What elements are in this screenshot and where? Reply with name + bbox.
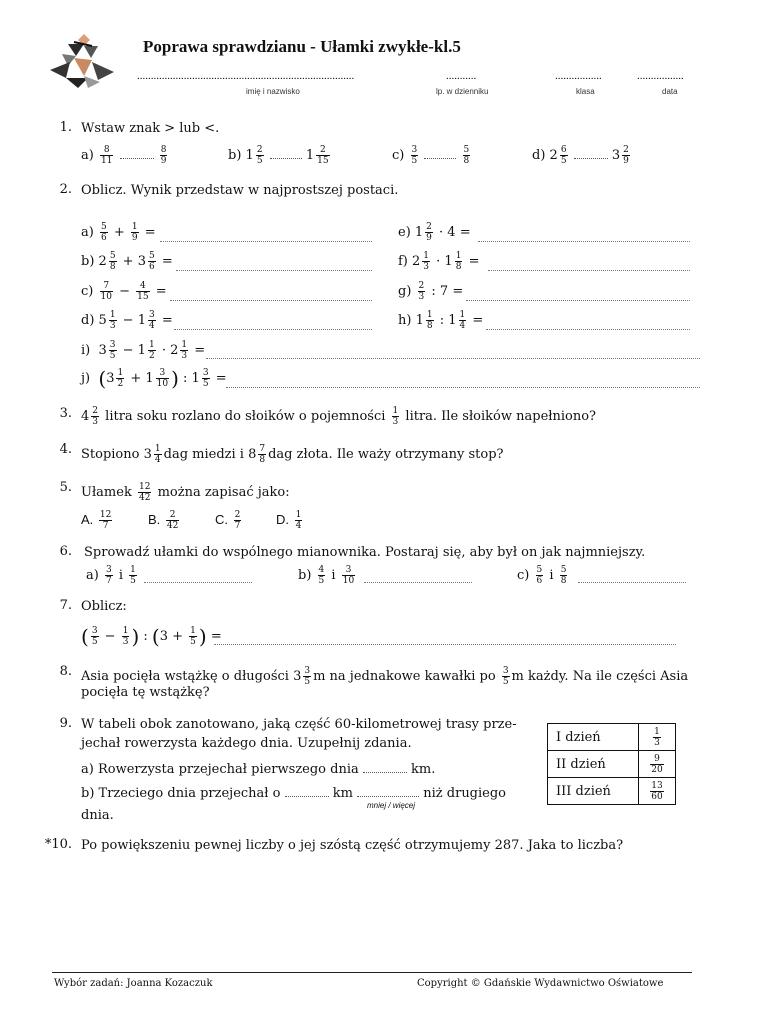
q9-table [547,723,676,805]
q2-text: Oblicz. Wynik przedstaw w najprostszej postaci. [81,183,399,198]
class-field-label: klasa [576,87,595,96]
q2-item-e: e) 1 $\frac{2}{9}$ · 4 = [398,222,471,243]
q5-number: 5. [59,480,72,495]
q2-item-a: a) $\frac{5}{6}$ + $\frac{1}{9}$ = [81,222,156,243]
q1d-answer[interactable] [574,154,608,159]
q3-text: 4 $\frac{2}{3}$ litra soku rozlano do słoików o pojemności $\frac{1}{3}$ litra. Ile słoików napełniono? [81,406,597,427]
footer-copyright: Copyright © Gdańskie Wydawnictwo Oświatowe [417,978,664,989]
register-number-line[interactable]: ........... [446,70,477,82]
register-number-label: lp. w dzienniku [436,87,489,96]
table-row: III dzień $\frac{13}{60}$ [548,778,676,805]
q6b-answer-line[interactable] [364,581,472,583]
q10-number: *10. [44,837,72,852]
q2d-answer-line[interactable] [174,328,372,330]
q6-item-a: a) $\frac{3}{7}$ i $\frac{1}{5}$ [86,565,136,586]
q6c-answer-line[interactable] [578,581,686,583]
q8-number: 8. [59,664,72,679]
q5-option-b[interactable]: B. $\frac{2}{42}$ [148,510,179,531]
q2h-answer-line[interactable] [486,328,690,330]
q5-text: Ułamek $\frac{12}{42}$ można zapisać jako: [81,482,290,503]
q9-text-line1: W tabeli obok zanotowano, jaką część 60-kilometrowej trasy prze- [81,717,517,732]
q1b-answer[interactable] [270,154,302,159]
q2b-answer-line[interactable] [176,269,372,271]
q9b-text: b) Trzeciego dnia przejechał o km niż drugiego [81,786,507,801]
date-field-line[interactable]: ................. [637,70,684,82]
q6-text: Sprowadź ułamki do wspólnego mianownika. Postaraj się, aby był on jak najmniejszy. [84,545,646,560]
q2i-answer-line[interactable] [206,357,700,359]
publisher-logo [48,32,118,90]
q6a-answer-line[interactable] [144,581,252,583]
q8-text: Asia pocięła wstążkę o długości 3 $\frac{3}{5}$ m na jednakowe kawałki po $\frac{3}{5}$ m każdy. Na ile części Asia [81,666,689,687]
q9b-more-less-answer[interactable] [357,792,419,797]
q7-expression: ( $\frac{3}{5}$ − $\frac{1}{3}$ ) : (3 + $\frac{1}{5}$ ) = [81,624,222,649]
q1-item-d: d) 2 $\frac{6}{5}$ 3 $\frac{2}{9}$ [532,145,629,166]
name-field-label: imię i nazwisko [246,87,300,96]
q2e-answer-line[interactable] [478,240,690,242]
q8-text-line2: pocięła tę wstążkę? [81,685,210,700]
table-row: II dzień $\frac{9}{20}$ [548,751,676,778]
date-field-label: data [662,87,678,96]
name-field-line[interactable]: ............................................................................... [137,70,355,82]
q6-item-b: b) $\frac{4}{5}$ i $\frac{3}{10}$ [298,565,355,586]
q2-item-j: j) (3 $\frac{1}{2}$ + 1 $\frac{3}{10}$ ) : 1 $\frac{3}{5}$ = [81,366,227,391]
q4-text: Stopiono 3 $\frac{1}{4}$ dag miedzi i 8 $\frac{7}{8}$ dag złota. Ile waży otrzymany stop? [81,444,504,465]
q5-option-a[interactable]: A. $\frac{12}{7}$ [81,510,112,531]
q1-item-a: a) $\frac{8}{11}$ $\frac{8}{9}$ [81,145,167,166]
table-row: I dzień $\frac{1}{3}$ [548,724,676,751]
page-title: Poprawa sprawdzianu - Ułamki zwykłe-kl.5 [143,37,461,56]
q6-number: 6. [59,544,72,559]
q1c-answer[interactable] [424,154,456,159]
q2-item-h: h) 1 $\frac{1}{8}$ : 1 $\frac{1}{4}$ = [398,310,484,331]
q2-item-d: d) 5 $\frac{1}{3}$ − 1 $\frac{3}{4}$ = [81,310,173,331]
q2f-answer-line[interactable] [488,269,690,271]
q5-option-c[interactable]: C. $\frac{2}{7}$ [215,510,241,531]
q9a-text: a) Rowerzysta przejechał pierwszego dnia km. [81,762,436,777]
q9b-hint: mniej / więcej [367,801,416,810]
q9-number: 9. [59,716,72,731]
q9-text-line2: jechał rowerzysta każdego dnia. Uzupełnij zdania. [81,736,412,751]
q9a-answer[interactable] [363,768,407,773]
q1-text: Wstaw znak > lub <. [81,121,220,136]
q2-item-g: g) $\frac{2}{3}$ : 7 = [398,281,464,302]
q9b-text-line2: dnia. [81,808,114,823]
q2-item-c: c) $\frac{7}{10}$ − $\frac{4}{15}$ = [81,281,167,302]
q2g-answer-line[interactable] [466,299,690,301]
q10-text: Po powiększeniu pewnej liczby o jej szóstą część otrzymujemy 287. Jaka to liczba? [81,838,624,853]
q2-number: 2. [59,182,72,197]
q7-answer-line[interactable] [214,643,676,645]
footer-divider [52,972,692,973]
footer-author: Wybór zadań: Joanna Kozaczuk [54,978,213,989]
q1-item-b: b) 1 $\frac{2}{5}$ 1 $\frac{2}{15}$ [228,145,329,166]
q2-item-b: b) 2 $\frac{5}{8}$ + 3 $\frac{5}{6}$ = [81,251,173,272]
q5-option-d[interactable]: D. $\frac{1}{4}$ [276,510,302,531]
q1-number: 1. [59,120,72,135]
q4-number: 4. [59,442,72,457]
q2j-answer-line[interactable] [226,386,700,388]
q1-item-c: c) $\frac{3}{5}$ $\frac{5}{8}$ [392,145,470,166]
q7-number: 7. [59,598,72,613]
q2-item-i: i) 3 $\frac{3}{5}$ − 1 $\frac{1}{2}$ · 2 $\frac{1}{3}$ = [81,340,206,361]
q2a-answer-line[interactable] [160,240,372,242]
q1a-answer[interactable] [120,154,154,159]
q9b-answer[interactable] [285,792,329,797]
q2c-answer-line[interactable] [170,299,372,301]
q6-item-c: c) $\frac{5}{6}$ i $\frac{5}{8}$ [517,565,567,586]
q7-text: Oblicz: [81,599,127,614]
q3-number: 3. [59,406,72,421]
q2-item-f: f) 2 $\frac{1}{3}$ · 1 $\frac{1}{8}$ = [398,251,480,272]
class-field-line[interactable]: ................. [555,70,602,82]
